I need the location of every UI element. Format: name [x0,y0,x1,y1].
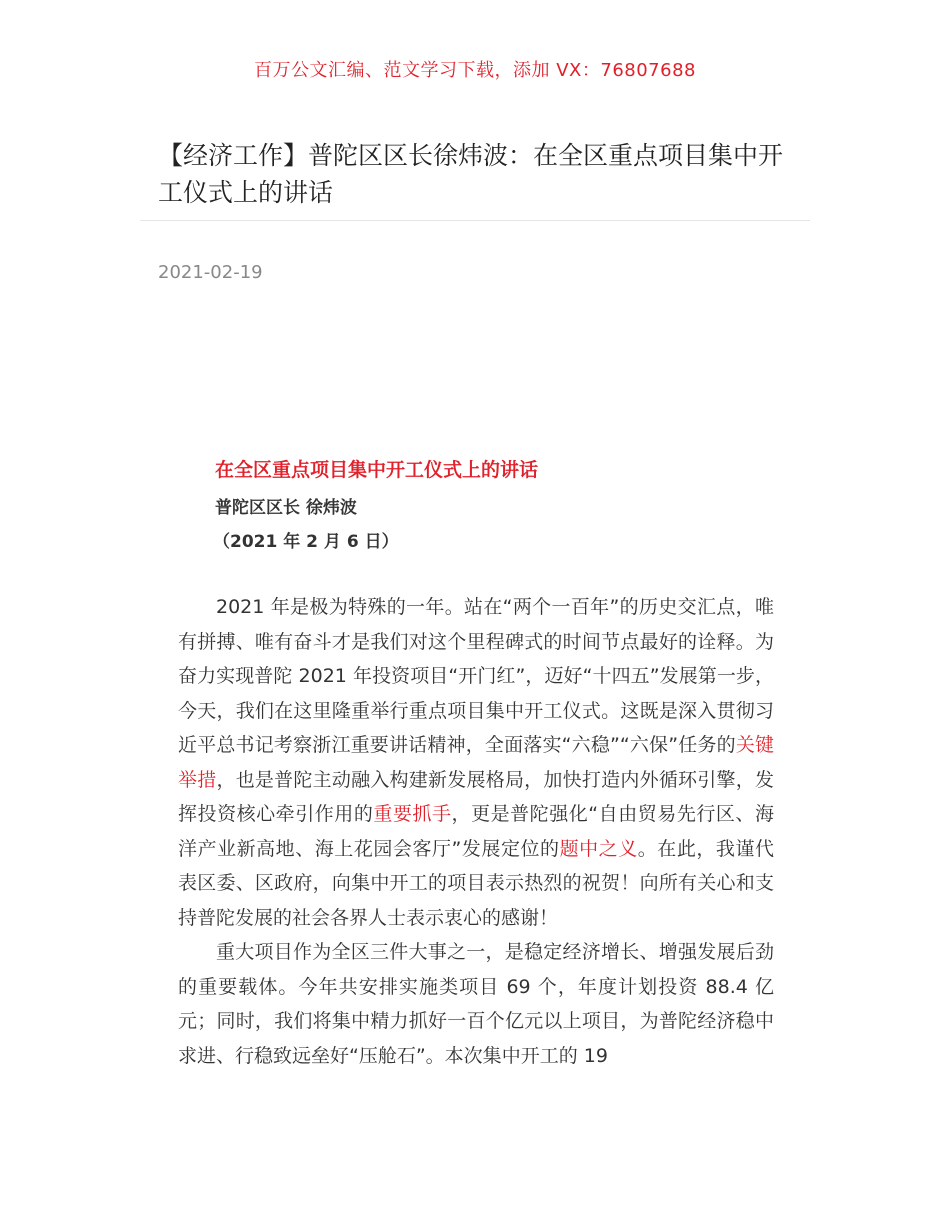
highlight-key-measure: 关键举措 [178,734,774,791]
publish-date: 2021-02-19 [158,262,263,283]
article-body [178,590,774,1073]
article-title: 【经济工作】普陀区区长徐炜波：在全区重点项目集中开工仪式上的讲话 [158,141,784,207]
paragraph-text: 。在此，我谨代表区委、区政府，向集中开工的项目表示热烈的祝贺！向所有关心和支持普陀发展的社会各界人士表示衷心的感谢！ [178,837,774,929]
download-banner: 百万公文汇编、范文学习下载，添加 VX：76807688 [254,60,696,81]
title-divider [140,220,810,221]
speech-title: 在全区重点项目集中开工仪式上的讲话 [215,459,539,481]
paragraph-text: 2021 年是极为特殊的一年。站在“两个一百年”的历史交汇点，唯有拼搏、唯有奋斗才是我们对这个里程碑式的时间节点最好的诠释。为奋力实现普陀 2021 年投资项目“开门红”，迈好“十四五”发展第一步，今天，我们在这里隆重举行重点项目集中开工仪式。这既是深入贯彻习近平总书记考察浙江重要讲话精神，全面落实“六稳”“六保”任务的 [178,596,774,756]
speech-date: （2021 年 2 月 6 日） [213,532,399,552]
highlight-important-grip: 重要抓手 [373,803,452,825]
body-paragraph-1 [178,590,774,935]
body-paragraph-2: 重大项目作为全区三件大事之一，是稳定经济增长、增强发展后劲的重要载体。今年共安排实施类项目 69 个，年度计划投资 88.4 亿元；同时，我们将集中精力抓好一百个亿元以上项目，为普陀经济稳中求进、行稳致远垒好“压舱石”。本次集中开工的 19 [178,941,774,1067]
speaker-line: 普陀区区长 徐炜波 [215,498,357,518]
highlight-inherent-meaning: 题中之义 [559,837,638,860]
paragraph-text: ，也是普陀主动融入构建新发展格局，加快打造内外循环引擎，发挥投资核心牵引作用的 [178,768,774,825]
paragraph-text: ，更是普陀强化“自由贸易先行区、海洋产业新高地、海上花园会客厅”发展定位的 [178,803,774,860]
